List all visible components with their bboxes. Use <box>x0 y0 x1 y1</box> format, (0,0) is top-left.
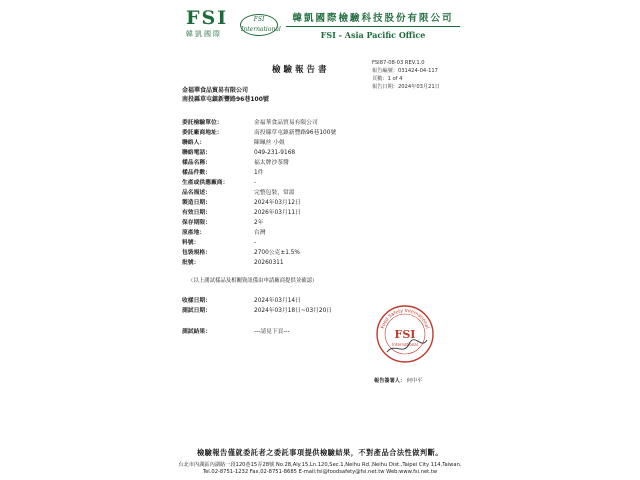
field-label: 樣品名稱： <box>182 160 211 166</box>
company-name-zh: 韓凱國際檢驗科技股份有限公司 <box>286 10 460 27</box>
field-row <box>182 218 414 228</box>
field-value: - <box>254 240 257 246</box>
small-seal-line2: International <box>241 26 281 33</box>
field-label: 委託廠商地址： <box>182 130 223 136</box>
field-row <box>182 198 414 208</box>
field-label: 測試日期： <box>182 308 211 314</box>
page-count: 頁數：1 of 4 <box>372 76 403 82</box>
sample-note: （以上測試樣品及相關資訊係由申請廠商提供並確認） <box>188 278 318 284</box>
field-label: 品名描述： <box>182 190 211 196</box>
field-label: 料號： <box>182 240 200 246</box>
footer-contact: Tel.02-8751-1232 Fax.02-8751-8685 E-mail:fsi@foodsafety@fsi.net.tw Web:www.fsi.net.tw <box>202 469 438 475</box>
field-row <box>182 118 414 128</box>
field-label: 樣品件數： <box>182 170 211 176</box>
client-address: 南投縣草屯鎮新豐路96巷100號 <box>182 96 269 103</box>
field-value: 20260311 <box>254 260 284 266</box>
field-value: 金福華食品貿易有限公司 <box>254 120 318 126</box>
field-label: 有效日期： <box>182 210 211 216</box>
footer-disclaimer: 檢驗報告僅就委託者之委託事項提供檢驗結果，不對產品合法性做判斷。 <box>196 448 443 457</box>
field-label: 批號： <box>182 260 200 266</box>
form-number: FSI87-08-03 REV.1.0 <box>372 60 425 66</box>
test-result-row <box>182 326 290 335</box>
field-value: 福太牌沙茶醬 <box>254 160 289 166</box>
field-value: 2024年03月14日 <box>254 298 301 304</box>
report-page <box>160 0 480 480</box>
field-row <box>182 128 414 138</box>
footer <box>160 448 480 475</box>
client-name: 金福華食品貿易有限公司 <box>182 87 249 94</box>
field-value: 2年 <box>254 220 264 226</box>
field-value: 南投縣草屯鎮新豐路96巷100號 <box>254 130 337 136</box>
field-row <box>182 248 414 258</box>
company-name <box>286 10 460 40</box>
field-row <box>182 188 414 198</box>
field-row <box>182 238 414 248</box>
report-number: 報告編號：031424-04-117 <box>372 68 438 74</box>
stamp-top-text: Food Safety International <box>380 308 430 330</box>
sample-info-fields <box>182 118 414 268</box>
field-row <box>182 158 414 168</box>
client-address-block <box>182 86 269 104</box>
field-label: 收樣日期： <box>182 298 211 304</box>
test-result-label: 測試結果： <box>182 329 211 335</box>
small-seal-icon <box>240 14 281 36</box>
company-name-en: FSI - Asia Pacific Office <box>320 30 426 40</box>
field-label: 保存期限： <box>182 220 211 226</box>
small-seal-line1: FSI <box>253 16 265 23</box>
field-row <box>182 178 414 188</box>
logo-sub: 韓凱國際 <box>186 30 222 38</box>
field-value: - <box>254 180 257 186</box>
report-date: 報告日期：2024年03月21日 <box>372 84 440 90</box>
field-label: 原產地： <box>182 230 206 236</box>
field-row <box>182 138 414 148</box>
logo-mark: FSI <box>186 7 229 29</box>
field-label: 聯絡電話： <box>182 150 211 156</box>
field-label: 製造日期： <box>182 200 211 206</box>
field-value: 陳珮丝 小姐 <box>254 140 285 146</box>
company-stamp-icon <box>375 304 435 364</box>
test-result-value: ---請見下頁--- <box>254 329 290 335</box>
field-row <box>182 258 414 268</box>
document-title: 檢驗報告書 <box>272 65 330 75</box>
field-row <box>182 168 414 178</box>
stamp-center-text: FSI <box>394 328 416 341</box>
field-label: 包裝規格： <box>182 250 211 256</box>
field-label: 生產或供應廠商： <box>182 180 229 186</box>
fsi-logo <box>186 8 228 39</box>
report-meta <box>372 59 440 91</box>
signer-block <box>374 377 422 384</box>
field-value: 2700公克±1.5% <box>254 250 300 256</box>
stamp-bottom-text: International <box>392 342 418 347</box>
field-value: 2024年03月12日 <box>254 200 301 206</box>
field-row <box>182 208 414 218</box>
field-value: 1件 <box>254 170 264 176</box>
field-label: 委託檢驗單位： <box>182 120 223 126</box>
field-value: 2024年03月18日~03月20日 <box>254 308 333 314</box>
field-value: 完整包裝，常溫 <box>254 190 295 196</box>
field-value: 台灣 <box>254 230 266 236</box>
field-row <box>182 148 414 158</box>
field-row <box>182 228 414 238</box>
footer-address: 台北市內湖區內湖路一段120巷15弄28號 No.28,Aly.15,Ln.120,Sec.1,Neihu Rd.,Neihu Dist.,Taipei City 114,Taiwan. <box>178 462 462 468</box>
field-value: 049-231-9168 <box>254 150 296 156</box>
field-value: 2026年03月11日 <box>254 210 301 216</box>
signer-label: 報告簽署人： <box>374 378 406 384</box>
field-label: 聯絡人： <box>182 140 206 146</box>
signer-name: 何中平 <box>406 378 423 384</box>
svg-text:Food Safety International <box>380 308 430 329</box>
